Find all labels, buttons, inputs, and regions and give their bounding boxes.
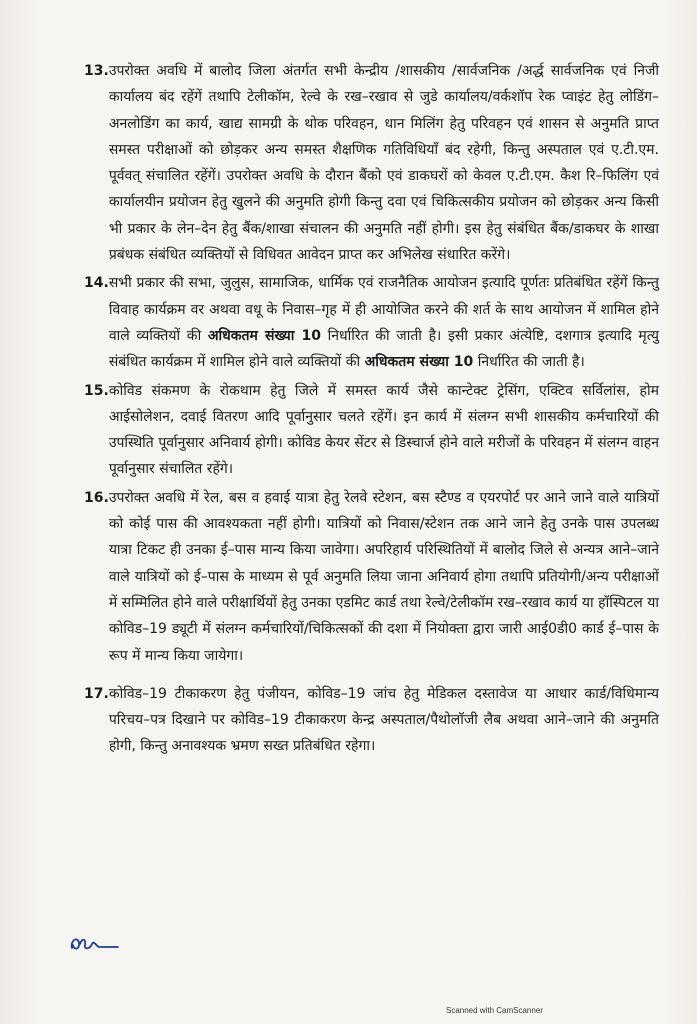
text-segment: निर्धारित की जाती है। [473,354,585,371]
paragraph-number: 14. [84,275,109,292]
paragraph-text: उपरोक्त अवधि में बालोद जिला अंतर्गत सभी केन्द्रीय /शासकीय /सार्वजनिक /अर्द्ध सार्वजनिक एवं निजी कार्यालय बंद रहेंगें तथापि टेलीकॉम, रेल्वे के रख–रखाव से जुडे कार्यालय/वर्कशॉप रेक प्वाइंट हेतु लोडिंग–अनलोडिंग का कार्य, खाद्य सामग्री के थोक परिवहन, धान मिलिंग हेतु परिवहन एवं शासन से अनुमति प्राप्त समस्त परीक्षाओं को छोड़कर अन्य समस्त शैक्षणिक गतिविधियॉं बंद रहेगी, किन्तु अस्पताल एवं ए.टी.एम. पूर्ववत् संचालित रहेंगें। उपरोक्त अवधि के दौरान बैंको एवं डाकघरों को केवल ए.टी.एम. कैश रि–फिलिंग एवं कार्यालयीन प्रयोजन हेतु खुलने की अनुमति होगी किन्तु दवा एवं चिकित्सकीय प्रयोजन को छोड़कर अन्य किसी भी प्रकार के लेन–देन हेतु बैंक/शाखा संचालन की अनुमति नहीं होगी। इस हेतु संबंधित बैंक/डाकघर के शाखा प्रबंधक संबंधित व्यक्तियों से विधिवत आवेदन प्राप्त कर अभिलेख संधारित करेंगे। [108,63,659,264]
paragraph-text: कोविड–19 टीकाकरण हेतु पंजीयन, कोविड–19 जांच हेतु मेडिकल दस्तावेज या आधार कार्ड/विधिमान्य परिचय–पत्र दिखाने पर कोविड–19 टीकाकरण केन्द्र अस्पताल/पैथोलॉजी लैब अथवा आने–जाने की अनुमति होगी, किन्तु अनावश्यक भ्रमण सख्त प्रतिबंधित रहेगा। [108,685,659,755]
scanner-watermark: Scanned with CamScanner [446,1006,543,1015]
text-segment: सभी प्रकार की सभा, जुलुस, सामाजिक, धार्मिक एवं राजनैतिक आयोजन इत्यादि पूर्णतः प्रतिबंधित रहेंगें किन्तु विवाह कार्यक्रम वर अथवा वधू के निवास–गृह में ही आयोजित करने की शर्त के साथ आयोजन में शामिल होने वाले व्यक्तियों की [108,275,659,344]
bold-limit: अधिकतम संख्या 10 [207,327,321,344]
paragraph-number: 17. [84,685,109,702]
paragraph-number: 16. [84,489,109,506]
paragraph-text: कोविड संकमण के रोकथाम हेतु जिले में समस्त कार्य जैसे कान्टेक्ट ट्रेसिंग, एक्टिव सर्विलांस, होम आईसोलेशन, दवाई वितरण आदि पूर्वानुसार चलते रहेंगें। इन कार्य में संलग्न सभी शासकीय कर्मचारियों की उपस्थिति पूर्वानुसार अनिवार्य होगी। कोविड केयर सेंटर से डिस्चार्ज होने वाले मरीजों के परिवहन में संलग्न वाहन पूर्वानुसार संचालित रहेंगे। [108,382,659,478]
paragraph-17 [84,681,659,760]
paragraph-14 [84,270,659,375]
paragraph-13 [84,58,659,268]
paragraph-text [109,270,659,375]
text-segment: निर्धारित की जाती है। इसी प्रकार अंत्येष्टि, दशगात्र इत्यादि मृत्यु संबंधित कार्यक्रम में शामिल होने वाले व्यक्तियों की [108,327,659,371]
paragraph-number: 15. [84,382,109,399]
paragraph-15 [84,378,659,483]
order-paragraphs [84,58,659,762]
signature-mark [66,930,126,956]
paragraph-16 [84,485,659,669]
paragraph-number: 13. [84,63,109,79]
paragraph-text: उपरोक्त अवधि में रेल, बस व हवाई यात्रा हेतु रेलवे स्टेशन, बस स्टैण्ड व एयरपोर्ट पर आने जाने वाले यात्रियों को कोई पास की आवश्यकता नहीं होगी। यात्रियों को निवास/स्टेशन तक आने जाने हेतु उनके पास उपलब्ध यात्रा टिकट ही उनका ई–पास मान्य किया जावेगा। अपरिहार्य परिस्थितियों में बालोद जिले से अन्यत्र आने–जाने वाले यात्रियों को ई–पास के माध्यम से पूर्व अनुमति लिया जाना अनिवार्य होगा तथापि प्रतियोगी/अन्य परीक्षाओं में सम्मिलित होने वाले परीक्षार्थियों हेतु उनका एडमिट कार्ड तथा रेल्वे/टेलीकॉम रख–रखाव कार्य या हॉस्पिटल या कोविड–19 ड्यूटी में संलग्न कर्मचारियों/चिकित्सकों की दशा में नियोक्ता द्वारा जारी आई0डी0 कार्ड ई–पास के रूप में मान्य किया जायेगा। [108,489,659,664]
bold-limit: अधिकतम संख्या 10 [364,354,474,371]
